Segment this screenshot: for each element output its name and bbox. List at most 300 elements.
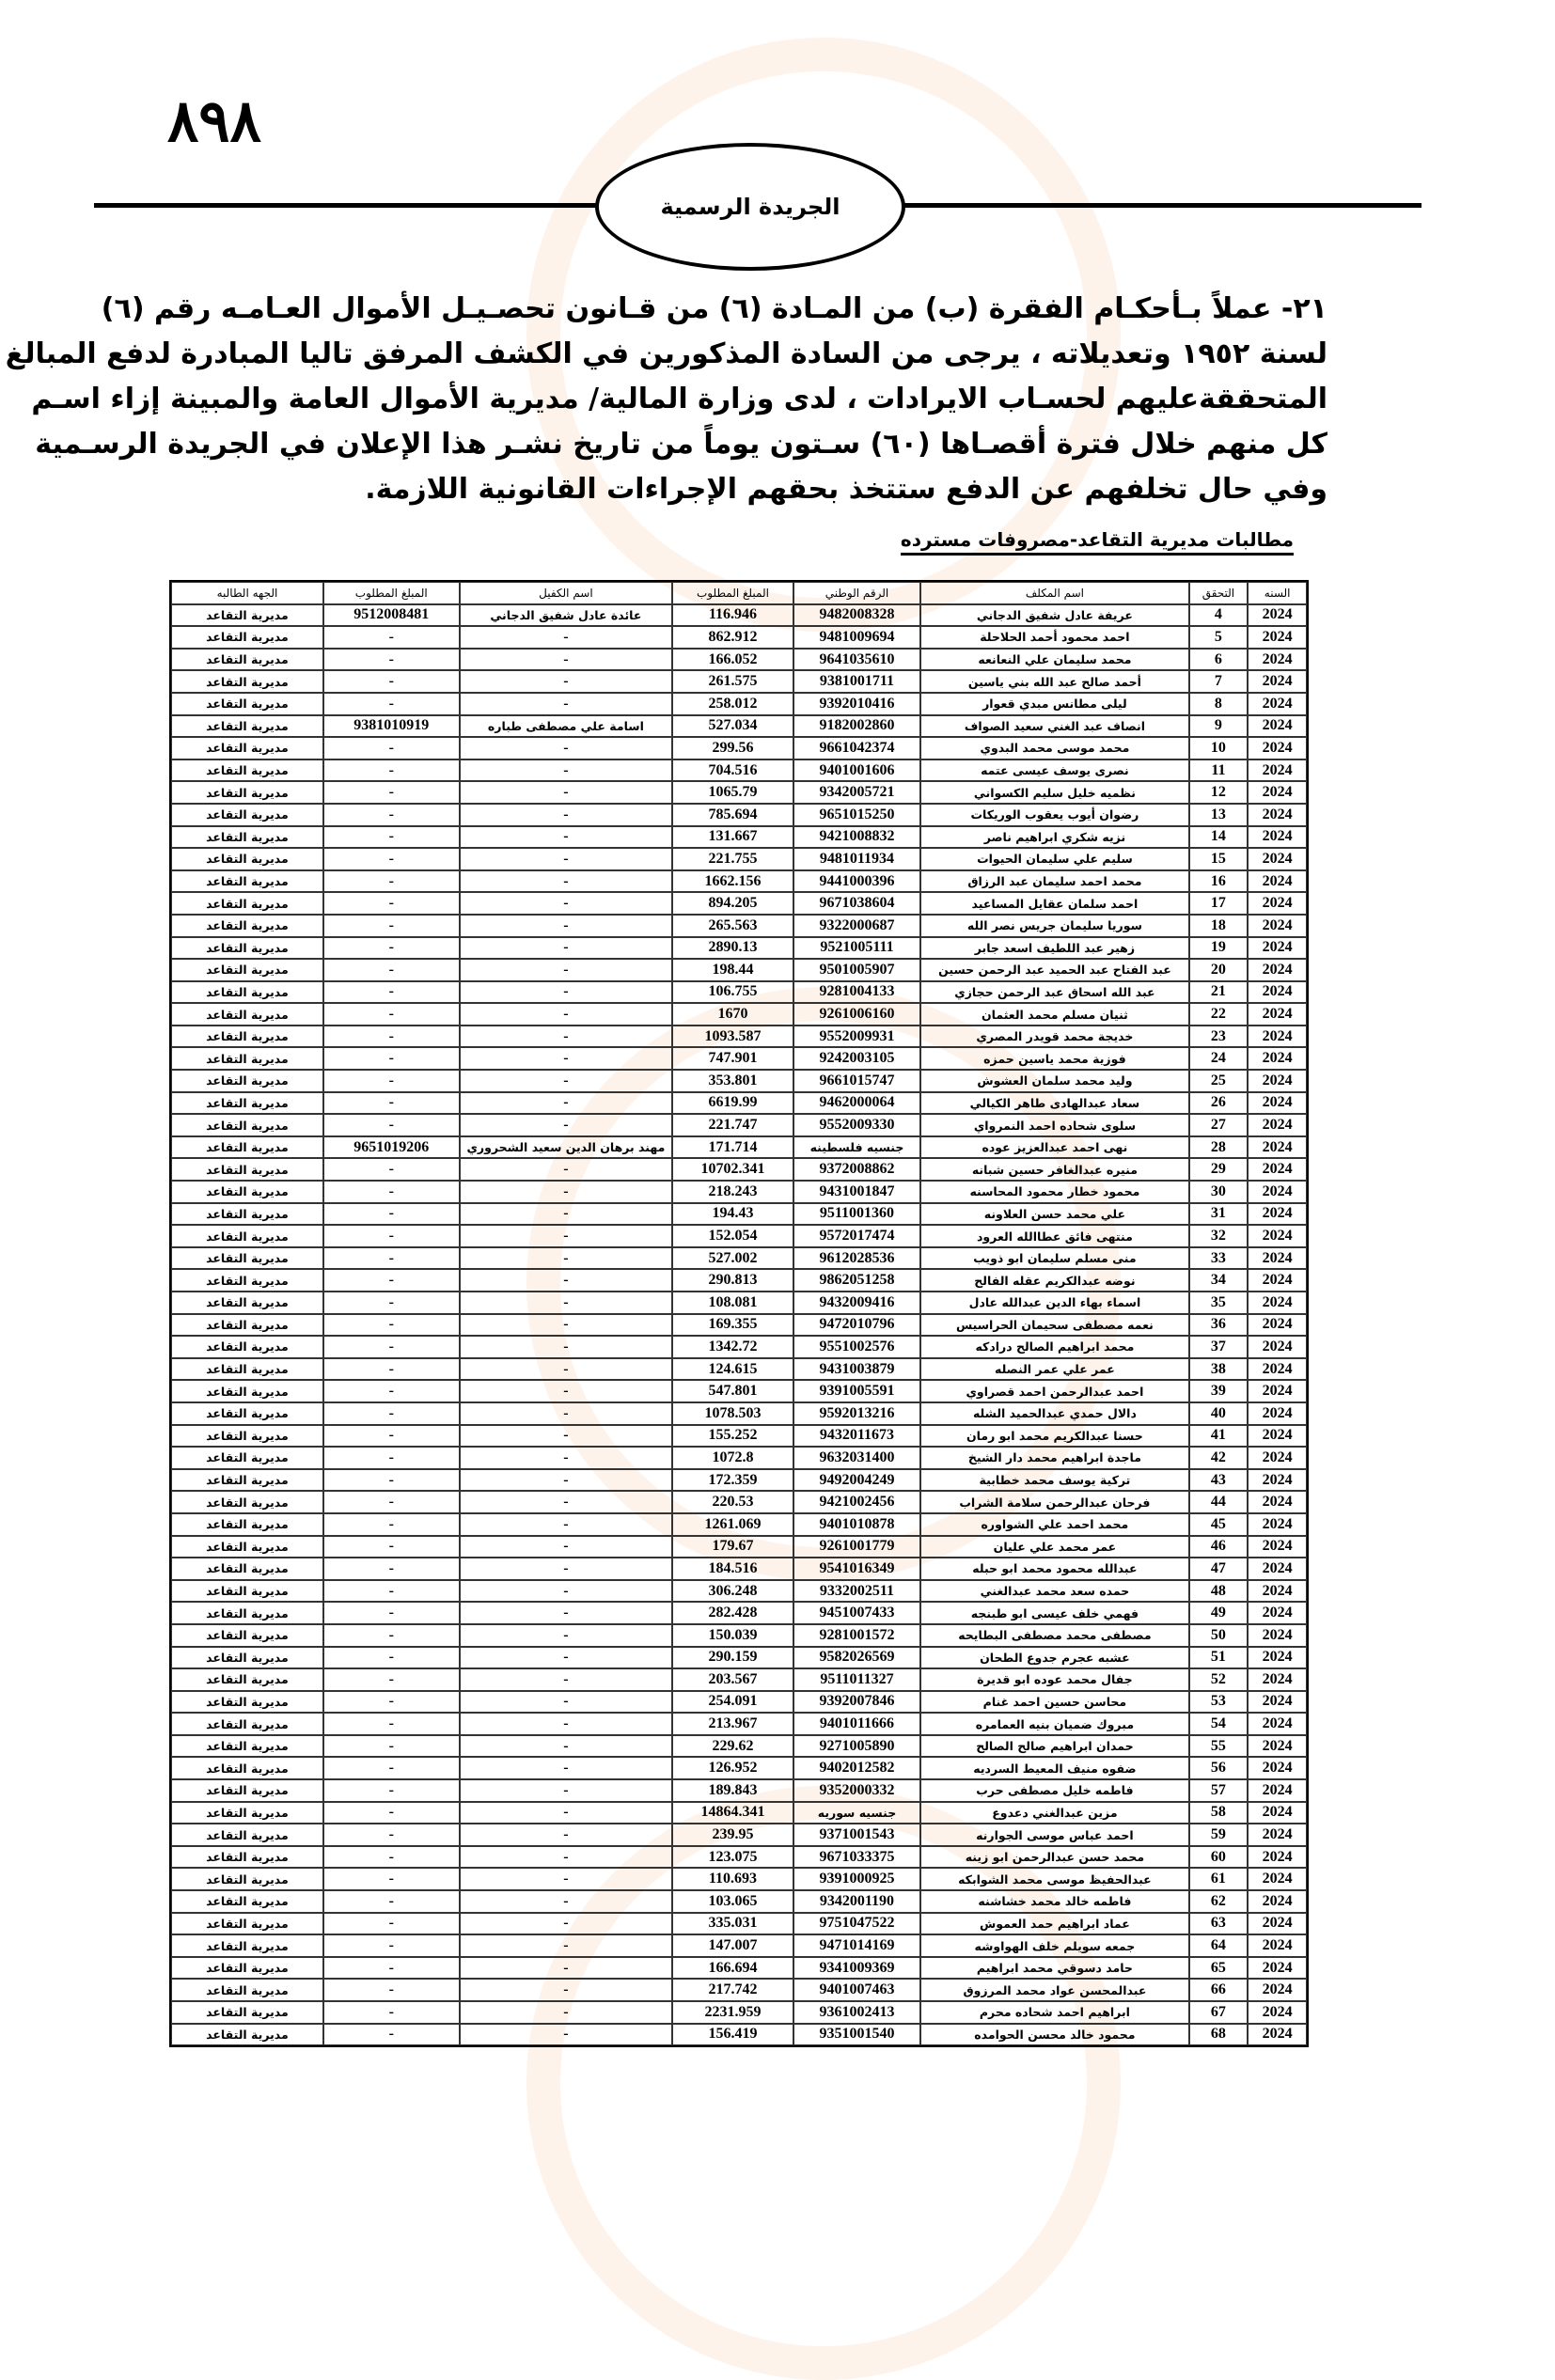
seq-cell: 37 xyxy=(1189,1336,1249,1358)
year-cell: 2024 xyxy=(1248,1114,1307,1136)
guarantor-amount-cell: - xyxy=(323,1026,460,1048)
amount-cell: 126.952 xyxy=(672,1757,793,1779)
guarantor-amount-cell: - xyxy=(323,1314,460,1337)
year-cell: 2024 xyxy=(1248,937,1307,960)
department-cell: مديرية التقاعد xyxy=(171,604,323,627)
department-cell: مديرية التقاعد xyxy=(171,1513,323,1536)
seq-cell: 25 xyxy=(1189,1070,1249,1092)
guarantor-cell: - xyxy=(460,804,673,826)
seq-cell: 51 xyxy=(1189,1647,1249,1669)
table-row xyxy=(171,1890,1307,1913)
department-cell: مديرية التقاعد xyxy=(171,737,323,759)
name-cell: مبروك ضميان بنيه العمامره xyxy=(920,1713,1188,1735)
seq-cell: 4 xyxy=(1189,604,1249,627)
guarantor-cell: - xyxy=(460,1026,673,1048)
table-header-row xyxy=(171,582,1307,604)
guarantor-amount-cell: - xyxy=(323,1647,460,1669)
year-cell: 2024 xyxy=(1248,1336,1307,1358)
seq-cell: 34 xyxy=(1189,1269,1249,1292)
amount-cell: 894.205 xyxy=(672,892,793,915)
national-id-cell: 9641035610 xyxy=(793,649,921,671)
seq-cell: 18 xyxy=(1189,915,1249,937)
year-cell: 2024 xyxy=(1248,626,1307,649)
table-row xyxy=(171,649,1307,671)
page-number: ٨٩٨ xyxy=(167,86,261,155)
amount-cell: 123.075 xyxy=(672,1846,793,1869)
national-id-cell: 9281001572 xyxy=(793,1624,921,1647)
name-cell: فهمي خلف عيسى ابو طبنجه xyxy=(920,1602,1188,1624)
table-row xyxy=(171,1070,1307,1092)
guarantor-cell: - xyxy=(460,737,673,759)
gazette-title: الجريدة الرسمية xyxy=(660,194,840,220)
amount-cell: 218.243 xyxy=(672,1181,793,1203)
national-id-cell: 9492004249 xyxy=(793,1469,921,1492)
seq-cell: 39 xyxy=(1189,1380,1249,1402)
name-cell: عبد الله اسحاق عبد الرحمن حجازي xyxy=(920,981,1188,1004)
amount-cell: 1342.72 xyxy=(672,1336,793,1358)
department-cell: مديرية التقاعد xyxy=(171,626,323,649)
national-id-cell: 9281004133 xyxy=(793,981,921,1004)
national-id-cell: 9462000064 xyxy=(793,1092,921,1115)
department-cell: مديرية التقاعد xyxy=(171,1735,323,1758)
name-cell: نزيه شكري ابراهيم ناصر xyxy=(920,826,1188,849)
department-cell: مديرية التقاعد xyxy=(171,759,323,782)
table-row xyxy=(171,915,1307,937)
guarantor-amount-cell: - xyxy=(323,1380,460,1402)
name-cell: محمد احمد علي الشواوره xyxy=(920,1513,1188,1536)
national-id-cell: جنسيه سوريه xyxy=(793,1802,921,1824)
guarantor-amount-cell: - xyxy=(323,1358,460,1381)
seq-cell: 48 xyxy=(1189,1580,1249,1603)
national-id-cell: 9582026569 xyxy=(793,1647,921,1669)
year-cell: 2024 xyxy=(1248,715,1307,738)
national-id-cell: 9421008832 xyxy=(793,826,921,849)
national-id-cell: 9481009694 xyxy=(793,626,921,649)
year-cell: 2024 xyxy=(1248,604,1307,627)
national-id-cell: 9342001190 xyxy=(793,1890,921,1913)
year-cell: 2024 xyxy=(1248,1846,1307,1869)
name-cell: عريفة عادل شفيق الدجاني xyxy=(920,604,1188,627)
year-cell: 2024 xyxy=(1248,1713,1307,1735)
name-cell: علي محمد حسن العلاونه xyxy=(920,1203,1188,1226)
year-cell: 2024 xyxy=(1248,804,1307,826)
name-cell: حمدان ابراهيم صالح الصالح xyxy=(920,1735,1188,1758)
national-id-cell: 9381001711 xyxy=(793,670,921,693)
table-row xyxy=(171,1513,1307,1536)
name-cell: حامد دسوقي محمد ابراهيم xyxy=(920,1957,1188,1980)
guarantor-cell: - xyxy=(460,1425,673,1448)
guarantor-amount-cell: - xyxy=(323,1979,460,2001)
national-id-cell: 9371001543 xyxy=(793,1824,921,1846)
national-id-cell: 9552009330 xyxy=(793,1114,921,1136)
year-cell: 2024 xyxy=(1248,2024,1307,2046)
year-cell: 2024 xyxy=(1248,981,1307,1004)
table-row xyxy=(171,1779,1307,1802)
guarantor-amount-cell: - xyxy=(323,1802,460,1824)
seq-cell: 22 xyxy=(1189,1003,1249,1026)
col-amount-header: المبلغ المطلوب xyxy=(672,582,793,604)
table-row xyxy=(171,1824,1307,1846)
col-name-header: اسم المكلف xyxy=(920,582,1188,604)
year-cell: 2024 xyxy=(1248,1513,1307,1536)
year-cell: 2024 xyxy=(1248,737,1307,759)
guarantor-cell: - xyxy=(460,1292,673,1314)
seq-cell: 52 xyxy=(1189,1668,1249,1691)
amount-cell: 290.159 xyxy=(672,1647,793,1669)
name-cell: عشبه عجرم جدوع الطحان xyxy=(920,1647,1188,1669)
amount-cell: 184.516 xyxy=(672,1558,793,1580)
year-cell: 2024 xyxy=(1248,1868,1307,1890)
name-cell: انصاف عبد الغني سعيد الصواف xyxy=(920,715,1188,738)
year-cell: 2024 xyxy=(1248,1225,1307,1247)
guarantor-amount-cell: - xyxy=(323,1114,460,1136)
seq-cell: 68 xyxy=(1189,2024,1249,2046)
guarantor-amount-cell: - xyxy=(323,1536,460,1558)
national-id-cell: 9392010416 xyxy=(793,693,921,715)
name-cell: احمد سلمان عقايل المساعيد xyxy=(920,892,1188,915)
department-cell: مديرية التقاعد xyxy=(171,1380,323,1402)
table-row xyxy=(171,1647,1307,1669)
department-cell: مديرية التقاعد xyxy=(171,1624,323,1647)
amount-cell: 203.567 xyxy=(672,1668,793,1691)
guarantor-cell: - xyxy=(460,1469,673,1492)
table-row xyxy=(171,1536,1307,1558)
national-id-cell: 9391000925 xyxy=(793,1868,921,1890)
table-row xyxy=(171,1447,1307,1469)
department-cell: مديرية التقاعد xyxy=(171,1779,323,1802)
national-id-cell: 9432009416 xyxy=(793,1292,921,1314)
name-cell: عمر علي عمر النصله xyxy=(920,1358,1188,1381)
amount-cell: 166.052 xyxy=(672,649,793,671)
guarantor-amount-cell: 9512008481 xyxy=(323,604,460,627)
year-cell: 2024 xyxy=(1248,1757,1307,1779)
department-cell: مديرية التقاعد xyxy=(171,1336,323,1358)
seq-cell: 26 xyxy=(1189,1092,1249,1115)
national-id-cell: 9421002456 xyxy=(793,1491,921,1513)
guarantor-amount-cell: - xyxy=(323,1336,460,1358)
seq-cell: 33 xyxy=(1189,1247,1249,1270)
national-id-cell: 9402012582 xyxy=(793,1757,921,1779)
guarantor-amount-cell: - xyxy=(323,1890,460,1913)
seq-cell: 17 xyxy=(1189,892,1249,915)
department-cell: مديرية التقاعد xyxy=(171,1425,323,1448)
seq-cell: 66 xyxy=(1189,1979,1249,2001)
national-id-cell: 9661042374 xyxy=(793,737,921,759)
amount-cell: 194.43 xyxy=(672,1203,793,1226)
guarantor-cell: - xyxy=(460,1934,673,1957)
amount-cell: 785.694 xyxy=(672,804,793,826)
guarantor-cell: - xyxy=(460,1513,673,1536)
guarantor-cell: - xyxy=(460,892,673,915)
guarantor-amount-cell: - xyxy=(323,1691,460,1714)
name-cell: اسماء بهاء الدين عبدالله عادل xyxy=(920,1292,1188,1314)
amount-cell: 1670 xyxy=(672,1003,793,1026)
guarantor-cell: - xyxy=(460,826,673,849)
amount-cell: 147.007 xyxy=(672,1934,793,1957)
national-id-cell: 9661015747 xyxy=(793,1070,921,1092)
department-cell: مديرية التقاعد xyxy=(171,1846,323,1869)
department-cell: مديرية التقاعد xyxy=(171,870,323,893)
department-cell: مديرية التقاعد xyxy=(171,1070,323,1092)
seq-cell: 45 xyxy=(1189,1513,1249,1536)
guarantor-amount-cell: - xyxy=(323,781,460,804)
department-cell: مديرية التقاعد xyxy=(171,1757,323,1779)
guarantor-amount-cell: - xyxy=(323,1269,460,1292)
table-row xyxy=(171,1668,1307,1691)
amount-cell: 6619.99 xyxy=(672,1092,793,1115)
table-row xyxy=(171,1203,1307,1226)
table-row xyxy=(171,937,1307,960)
guarantor-amount-cell: - xyxy=(323,1491,460,1513)
department-cell: مديرية التقاعد xyxy=(171,1469,323,1492)
seq-cell: 14 xyxy=(1189,826,1249,849)
guarantor-amount-cell: - xyxy=(323,804,460,826)
amount-cell: 1065.79 xyxy=(672,781,793,804)
table-row xyxy=(171,1979,1307,2001)
national-id-cell: 9862051258 xyxy=(793,1269,921,1292)
table-row xyxy=(171,1225,1307,1247)
name-cell: نوضه عبدالكريم عقله الفالح xyxy=(920,1269,1188,1292)
amount-cell: 155.252 xyxy=(672,1425,793,1448)
gazette-title-oval xyxy=(595,143,905,271)
table-row xyxy=(171,1047,1307,1070)
department-cell: مديرية التقاعد xyxy=(171,649,323,671)
guarantor-amount-cell: 9381010919 xyxy=(323,715,460,738)
department-cell: مديرية التقاعد xyxy=(171,715,323,738)
table-row xyxy=(171,693,1307,715)
year-cell: 2024 xyxy=(1248,1314,1307,1337)
department-cell: مديرية التقاعد xyxy=(171,1402,323,1425)
guarantor-cell: - xyxy=(460,1158,673,1181)
guarantor-cell: - xyxy=(460,1070,673,1092)
national-id-cell: 9351001540 xyxy=(793,2024,921,2046)
amount-cell: 239.95 xyxy=(672,1824,793,1846)
guarantor-cell: - xyxy=(460,1203,673,1226)
department-cell: مديرية التقاعد xyxy=(171,1691,323,1714)
guarantor-amount-cell: - xyxy=(323,981,460,1004)
guarantor-cell: - xyxy=(460,1225,673,1247)
guarantor-amount-cell: - xyxy=(323,1469,460,1492)
amount-cell: 179.67 xyxy=(672,1536,793,1558)
seq-cell: 43 xyxy=(1189,1469,1249,1492)
guarantor-amount-cell: - xyxy=(323,1181,460,1203)
name-cell: منى مسلم سليمان ابو ذويب xyxy=(920,1247,1188,1270)
table-row xyxy=(171,715,1307,738)
table-row xyxy=(171,1713,1307,1735)
department-cell: مديرية التقاعد xyxy=(171,2024,323,2046)
department-cell: مديرية التقاعد xyxy=(171,1181,323,1203)
year-cell: 2024 xyxy=(1248,1247,1307,1270)
national-id-cell: 9671033375 xyxy=(793,1846,921,1869)
year-cell: 2024 xyxy=(1248,759,1307,782)
national-id-cell: 9451007433 xyxy=(793,1602,921,1624)
national-id-cell: 9592013216 xyxy=(793,1402,921,1425)
seq-cell: 20 xyxy=(1189,959,1249,981)
guarantor-cell: - xyxy=(460,1092,673,1115)
year-cell: 2024 xyxy=(1248,1269,1307,1292)
guarantor-cell: - xyxy=(460,1047,673,1070)
seq-cell: 6 xyxy=(1189,649,1249,671)
year-cell: 2024 xyxy=(1248,2001,1307,2024)
national-id-cell: 9482008328 xyxy=(793,604,921,627)
table-row xyxy=(171,626,1307,649)
guarantor-amount-cell: - xyxy=(323,1513,460,1536)
seq-cell: 27 xyxy=(1189,1114,1249,1136)
name-cell: محاسن حسين احمد غنام xyxy=(920,1691,1188,1714)
amount-cell: 108.081 xyxy=(672,1292,793,1314)
col-year-header: السنه xyxy=(1248,582,1307,604)
guarantor-cell: - xyxy=(460,1447,673,1469)
guarantor-amount-cell: - xyxy=(323,1225,460,1247)
table-row xyxy=(171,870,1307,893)
seq-cell: 59 xyxy=(1189,1824,1249,1846)
guarantor-cell: - xyxy=(460,693,673,715)
guarantor-amount-cell: - xyxy=(323,1447,460,1469)
department-cell: مديرية التقاعد xyxy=(171,1269,323,1292)
guarantor-cell: - xyxy=(460,937,673,960)
col-seq-header: التحقق xyxy=(1189,582,1249,604)
year-cell: 2024 xyxy=(1248,1934,1307,1957)
name-cell: دالال حمدي عبدالحميد الشله xyxy=(920,1402,1188,1425)
amount-cell: 152.054 xyxy=(672,1225,793,1247)
seq-cell: 63 xyxy=(1189,1913,1249,1935)
year-cell: 2024 xyxy=(1248,1136,1307,1159)
table-row xyxy=(171,1469,1307,1492)
year-cell: 2024 xyxy=(1248,1647,1307,1669)
guarantor-amount-cell: - xyxy=(323,1668,460,1691)
year-cell: 2024 xyxy=(1248,1447,1307,1469)
guarantor-cell: - xyxy=(460,1114,673,1136)
amount-cell: 131.667 xyxy=(672,826,793,849)
guarantor-amount-cell: - xyxy=(323,626,460,649)
national-id-cell: 9521005111 xyxy=(793,937,921,960)
seq-cell: 58 xyxy=(1189,1802,1249,1824)
year-cell: 2024 xyxy=(1248,670,1307,693)
notice-line: لسنة ١٩٥٢ وتعديلاته ، يرجى من السادة المذكورين في الكشف المرفق تاليا المبادرة لدفع المبالغ xyxy=(5,337,1327,370)
name-cell: عبدالمحسن عواد محمد المرزوق xyxy=(920,1979,1188,2001)
table-row xyxy=(171,781,1307,804)
name-cell: عماد ابراهيم حمد العموش xyxy=(920,1913,1188,1935)
amount-cell: 353.801 xyxy=(672,1070,793,1092)
seq-cell: 65 xyxy=(1189,1957,1249,1980)
table-row xyxy=(171,2024,1307,2046)
year-cell: 2024 xyxy=(1248,1469,1307,1492)
department-cell: مديرية التقاعد xyxy=(171,1668,323,1691)
guarantor-cell: - xyxy=(460,1735,673,1758)
department-cell: مديرية التقاعد xyxy=(171,959,323,981)
guarantor-cell: - xyxy=(460,1558,673,1580)
department-cell: مديرية التقاعد xyxy=(171,1957,323,1980)
amount-cell: 103.065 xyxy=(672,1890,793,1913)
name-cell: سلوى شحاده احمد النمرواي xyxy=(920,1114,1188,1136)
table-row xyxy=(171,1735,1307,1758)
department-cell: مديرية التقاعد xyxy=(171,670,323,693)
national-id-cell: 9401001606 xyxy=(793,759,921,782)
national-id-cell: 9501005907 xyxy=(793,959,921,981)
amount-cell: 306.248 xyxy=(672,1580,793,1603)
year-cell: 2024 xyxy=(1248,693,1307,715)
seq-cell: 55 xyxy=(1189,1735,1249,1758)
notice-paragraph xyxy=(5,287,1327,512)
guarantor-cell: - xyxy=(460,2024,673,2046)
department-cell: مديرية التقاعد xyxy=(171,1114,323,1136)
name-cell: عبدالحفيظ موسى محمد الشوابكه xyxy=(920,1868,1188,1890)
table-row xyxy=(171,826,1307,849)
department-cell: مديرية التقاعد xyxy=(171,1203,323,1226)
table-row xyxy=(171,1358,1307,1381)
department-cell: مديرية التقاعد xyxy=(171,1491,323,1513)
name-cell: سوريا سليمان جريس نصر الله xyxy=(920,915,1188,937)
guarantor-cell: - xyxy=(460,1913,673,1935)
seq-cell: 61 xyxy=(1189,1868,1249,1890)
guarantor-cell: - xyxy=(460,1757,673,1779)
guarantor-amount-cell: - xyxy=(323,1846,460,1869)
year-cell: 2024 xyxy=(1248,959,1307,981)
national-id-cell: 9431001847 xyxy=(793,1181,921,1203)
table-row xyxy=(171,1026,1307,1048)
table-row xyxy=(171,1868,1307,1890)
department-cell: مديرية التقاعد xyxy=(171,1225,323,1247)
year-cell: 2024 xyxy=(1248,1292,1307,1314)
amount-cell: 150.039 xyxy=(672,1624,793,1647)
year-cell: 2024 xyxy=(1248,1913,1307,1935)
year-cell: 2024 xyxy=(1248,1957,1307,1980)
national-id-cell: 9431003879 xyxy=(793,1358,921,1381)
department-cell: مديرية التقاعد xyxy=(171,937,323,960)
guarantor-amount-cell: - xyxy=(323,1824,460,1846)
table-row xyxy=(171,1846,1307,1869)
guarantor-amount-cell: - xyxy=(323,1158,460,1181)
name-cell: فرحان عبدالرحمن سلامة الشراب xyxy=(920,1491,1188,1513)
guarantor-amount-cell: - xyxy=(323,1292,460,1314)
guarantor-cell: - xyxy=(460,1647,673,1669)
department-cell: مديرية التقاعد xyxy=(171,1934,323,1957)
name-cell: نظميه خليل سليم الكسواني xyxy=(920,781,1188,804)
table-row xyxy=(171,1314,1307,1337)
department-cell: مديرية التقاعد xyxy=(171,1314,323,1337)
table-row xyxy=(171,1158,1307,1181)
seq-cell: 60 xyxy=(1189,1846,1249,1869)
guarantor-cell: - xyxy=(460,1824,673,1846)
guarantor-cell: - xyxy=(460,1380,673,1402)
guarantor-amount-cell: - xyxy=(323,848,460,870)
national-id-cell: 9392007846 xyxy=(793,1691,921,1714)
year-cell: 2024 xyxy=(1248,1181,1307,1203)
amount-cell: 335.031 xyxy=(672,1913,793,1935)
seq-cell: 29 xyxy=(1189,1158,1249,1181)
year-cell: 2024 xyxy=(1248,1380,1307,1402)
year-cell: 2024 xyxy=(1248,1979,1307,2001)
department-cell: مديرية التقاعد xyxy=(171,1580,323,1603)
table-row xyxy=(171,1913,1307,1935)
seq-cell: 44 xyxy=(1189,1491,1249,1513)
national-id-cell: 9471014169 xyxy=(793,1934,921,1957)
seq-cell: 40 xyxy=(1189,1402,1249,1425)
guarantor-amount-cell: - xyxy=(323,2001,460,2024)
guarantor-cell: - xyxy=(460,1491,673,1513)
national-id-cell: 9261001779 xyxy=(793,1536,921,1558)
guarantor-amount-cell: - xyxy=(323,1934,460,1957)
amount-cell: 1261.069 xyxy=(672,1513,793,1536)
name-cell: محمد ابراهيم الصالح درادكه xyxy=(920,1336,1188,1358)
guarantor-cell: - xyxy=(460,649,673,671)
table-row xyxy=(171,1491,1307,1513)
name-cell: محمود خطار محمود المحاسنه xyxy=(920,1181,1188,1203)
department-cell: مديرية التقاعد xyxy=(171,1247,323,1270)
amount-cell: 527.034 xyxy=(672,715,793,738)
year-cell: 2024 xyxy=(1248,1491,1307,1513)
guarantor-amount-cell: 9651019206 xyxy=(323,1136,460,1159)
